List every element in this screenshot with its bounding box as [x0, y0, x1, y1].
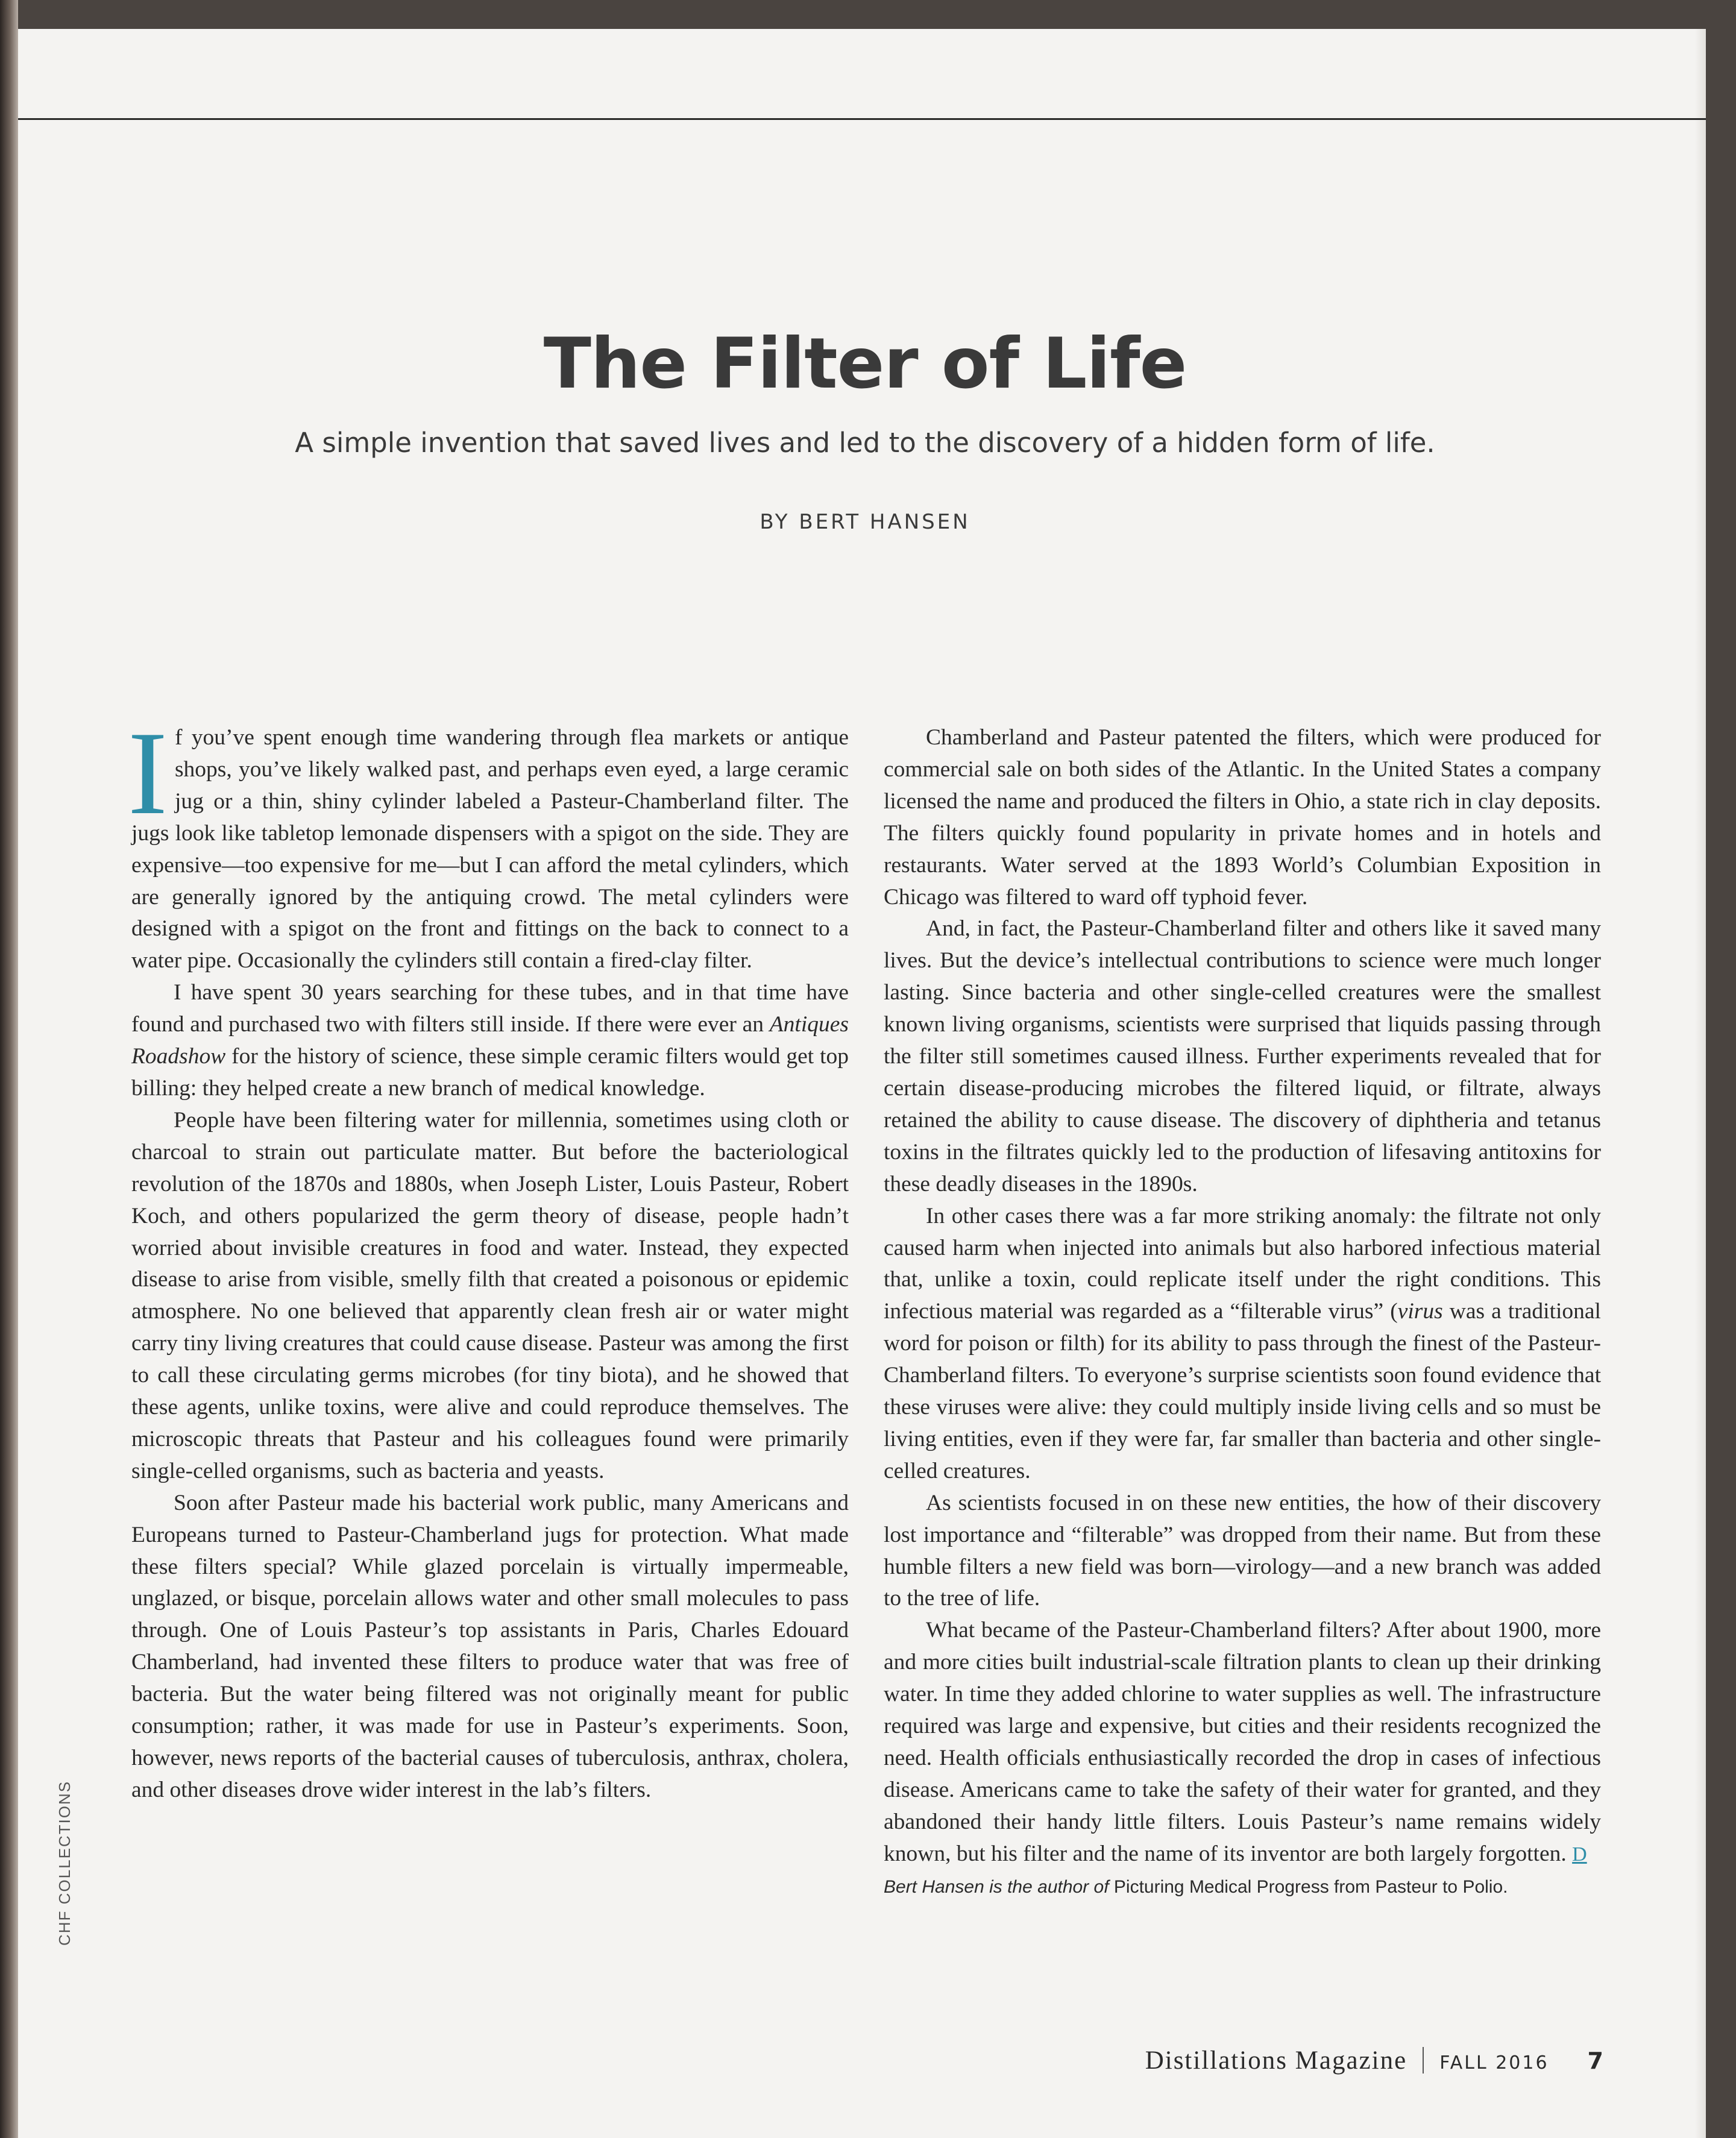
text-run: for the history of science, these simple ceramic filters would get top billing: they helped create a new branch of medical knowledge. [131, 1044, 849, 1101]
text-run: What became of the Pasteur-Chamberland filters? After about 1900, more and more cities built industrial-scale filtration plants to clean up their drinking water. In time they added chlorine to water supplies as well. The infrastructure required was large and expensive, but cities and their residents recognized the need. Health officials enthusiastically recorded the drop in cases of infectious disease. Americans came to take the safety of their water for granted, and they abandoned their handy little filters. Louis Pasteur’s name remains widely known, but his filter and the name of its inventor are both largely forgotten. [884, 1618, 1601, 1866]
text-run: In other cases there was a far more striking anomaly: the filtrate not only caused harm when injected into animals but also harbored infectious material that, unlike a toxin, could replicate itself under the right conditions. This infectious material was regarded as a “filterable virus” ( [884, 1203, 1601, 1324]
paragraph-roadshow [131, 977, 849, 1105]
bio-book-title: Picturing Medical Progress from Pasteur to Polio. [1113, 1876, 1508, 1897]
article-subtitle: A simple invention that saved lives and led to the discovery of a hidden form of life. [295, 427, 1435, 459]
paragraph-jugs: Soon after Pasteur made his bacterial work public, many Americans and Europeans turned to Pasteur-Chamberland jugs for protection. What made these filters special? While glazed porcelain is virtually impermeable, unglazed, or bisque, porcelain allows water and other small molecules to pass through. One of Louis Pasteur’s top assistants in Paris, Charles Edouard Chamberland, had invented these filters to produce water that was free of bacteria. But the water being filtered was not originally meant for public consumption; rather, it was made for use in Pasteur’s experiments. Soon, however, news reports of the bacterial causes of tuberculosis, anthrax, cholera, and other diseases drove wider interest in the lab’s filters. [131, 1490, 849, 1802]
footer-divider [1423, 2047, 1424, 2074]
end-mark-icon: D [1572, 1843, 1587, 1866]
top-rule [18, 118, 1706, 120]
paragraph-patents: Chamberland and Pasteur patented the filters, which were produced for commercial sale on both sides of the Atlantic. In the United States a company licensed the name and produced the filters in Ohio, a state rich in clay deposits. The filters quickly found popularity in private homes and in hotels and restaurants. Water served at the 1893 World’s Columbian Exposition in Chicago was filtered to ward off typhoid fever. [884, 725, 1601, 910]
bio-italic: Bert Hansen is the author of [884, 1876, 1114, 1897]
text-run: was a traditional word for poison or filth) for its ability to pass through the finest of the Pasteur-Chamberland filters. To everyone’s surprise scientists soon found evidence that these viruses were alive: they could multiply inside living cells and so must be living entities, even if they were far, far smaller than bacteria and other single-celled creatures. [884, 1299, 1601, 1483]
magazine-page [18, 29, 1706, 2138]
right-column [884, 722, 1601, 1901]
footer-magazine: Distillations Magazine [1145, 2046, 1407, 2075]
paragraph-saved-lives: And, in fact, the Pasteur-Chamberland filter and others like it saved many lives. But the device’s intellectual contributions to science were much longer lasting. Since bacteria and other single-celled creatures were the smallest known living organisms, scientists were surprised that liquids passing through the filter still sometimes caused illness. Further experiments revealed that for certain disease-producing microbes the filtered liquid, or filtrate, always retained the ability to cause disease. The discovery of diphtheria and tetanus toxins in the filtrates quickly led to the production of lifesaving antitoxins for these deadly diseases in the 1890s. [884, 916, 1601, 1196]
italic-title: Antiques Roadshow [131, 1012, 849, 1069]
article-byline: BY BERT HANSEN [760, 510, 970, 534]
left-column [128, 707, 849, 1806]
article-title: The Filter of Life [543, 323, 1187, 404]
paragraph-virus [884, 1201, 1601, 1488]
footer-page-number: 7 [1587, 2048, 1603, 2074]
paragraph-virology: As scientists focused in on these new entities, the how of their discovery lost importance and “filterable” was dropped from their name. But from these humble filters a new field was born—virology—and a new branch was added to the tree of life. [884, 1490, 1601, 1611]
paragraph-germ-theory: People have been filtering water for millennia, sometimes using cloth or charcoal to strain out particulate matter. But before the bacteriological revolution of the 1870s and 1880s, when Joseph Lister, Louis Pasteur, Robert Koch, and others popularized the germ theory of disease, people hadn’t worried about invisible creatures in food and water. Instead, they expected disease to arise from visible, smelly filth that created a poisonous or epidemic atmosphere. No one believed that apparently clean fresh air or water might carry tiny living creatures that could cause disease. Pasteur was among the first to call these circulating germs microbes (for tiny biota), and he showed that these agents, unlike toxins, were alive and could reproduce themselves. The microscopic threats that Pasteur and his colleagues found were primarily single-celled organisms, such as bacteria and yeasts. [131, 1107, 849, 1483]
paragraph-intro-text: f you’ve spent enough time wandering through flea markets or antique shops, you’ve likely walked past, and perhaps even eyed, a large ceramic jug or a thin, shiny cylinder labeled a Pasteur-Chamberland filter. The jugs look like tabletop lemonade dispensers with a spigot on the side. They are expensive—too expensive for me—but I can afford the metal cylinders, which are generally ignored by the antiquing crowd. The metal cylinders were designed with a spigot on the front and fittings on the back to connect to a water pipe. Occasionally the cylinders still contain a fired-clay filter. [131, 725, 849, 973]
paragraph-intro [128, 707, 849, 977]
footer-issue: FALL 2016 [1439, 2052, 1549, 2074]
side-label: CHF COLLECTIONS [55, 1780, 74, 1946]
paragraph-final [884, 1615, 1601, 1870]
italic-word: virus [1397, 1299, 1443, 1324]
page-footer [1145, 2046, 1603, 2075]
author-bio [884, 1873, 1601, 1901]
drop-cap: I [128, 707, 168, 839]
book-spine [0, 0, 18, 2138]
text-run: I have spent 30 years searching for these tubes, and in that time have found and purchased two with filters still inside. If there were ever an [131, 980, 849, 1037]
